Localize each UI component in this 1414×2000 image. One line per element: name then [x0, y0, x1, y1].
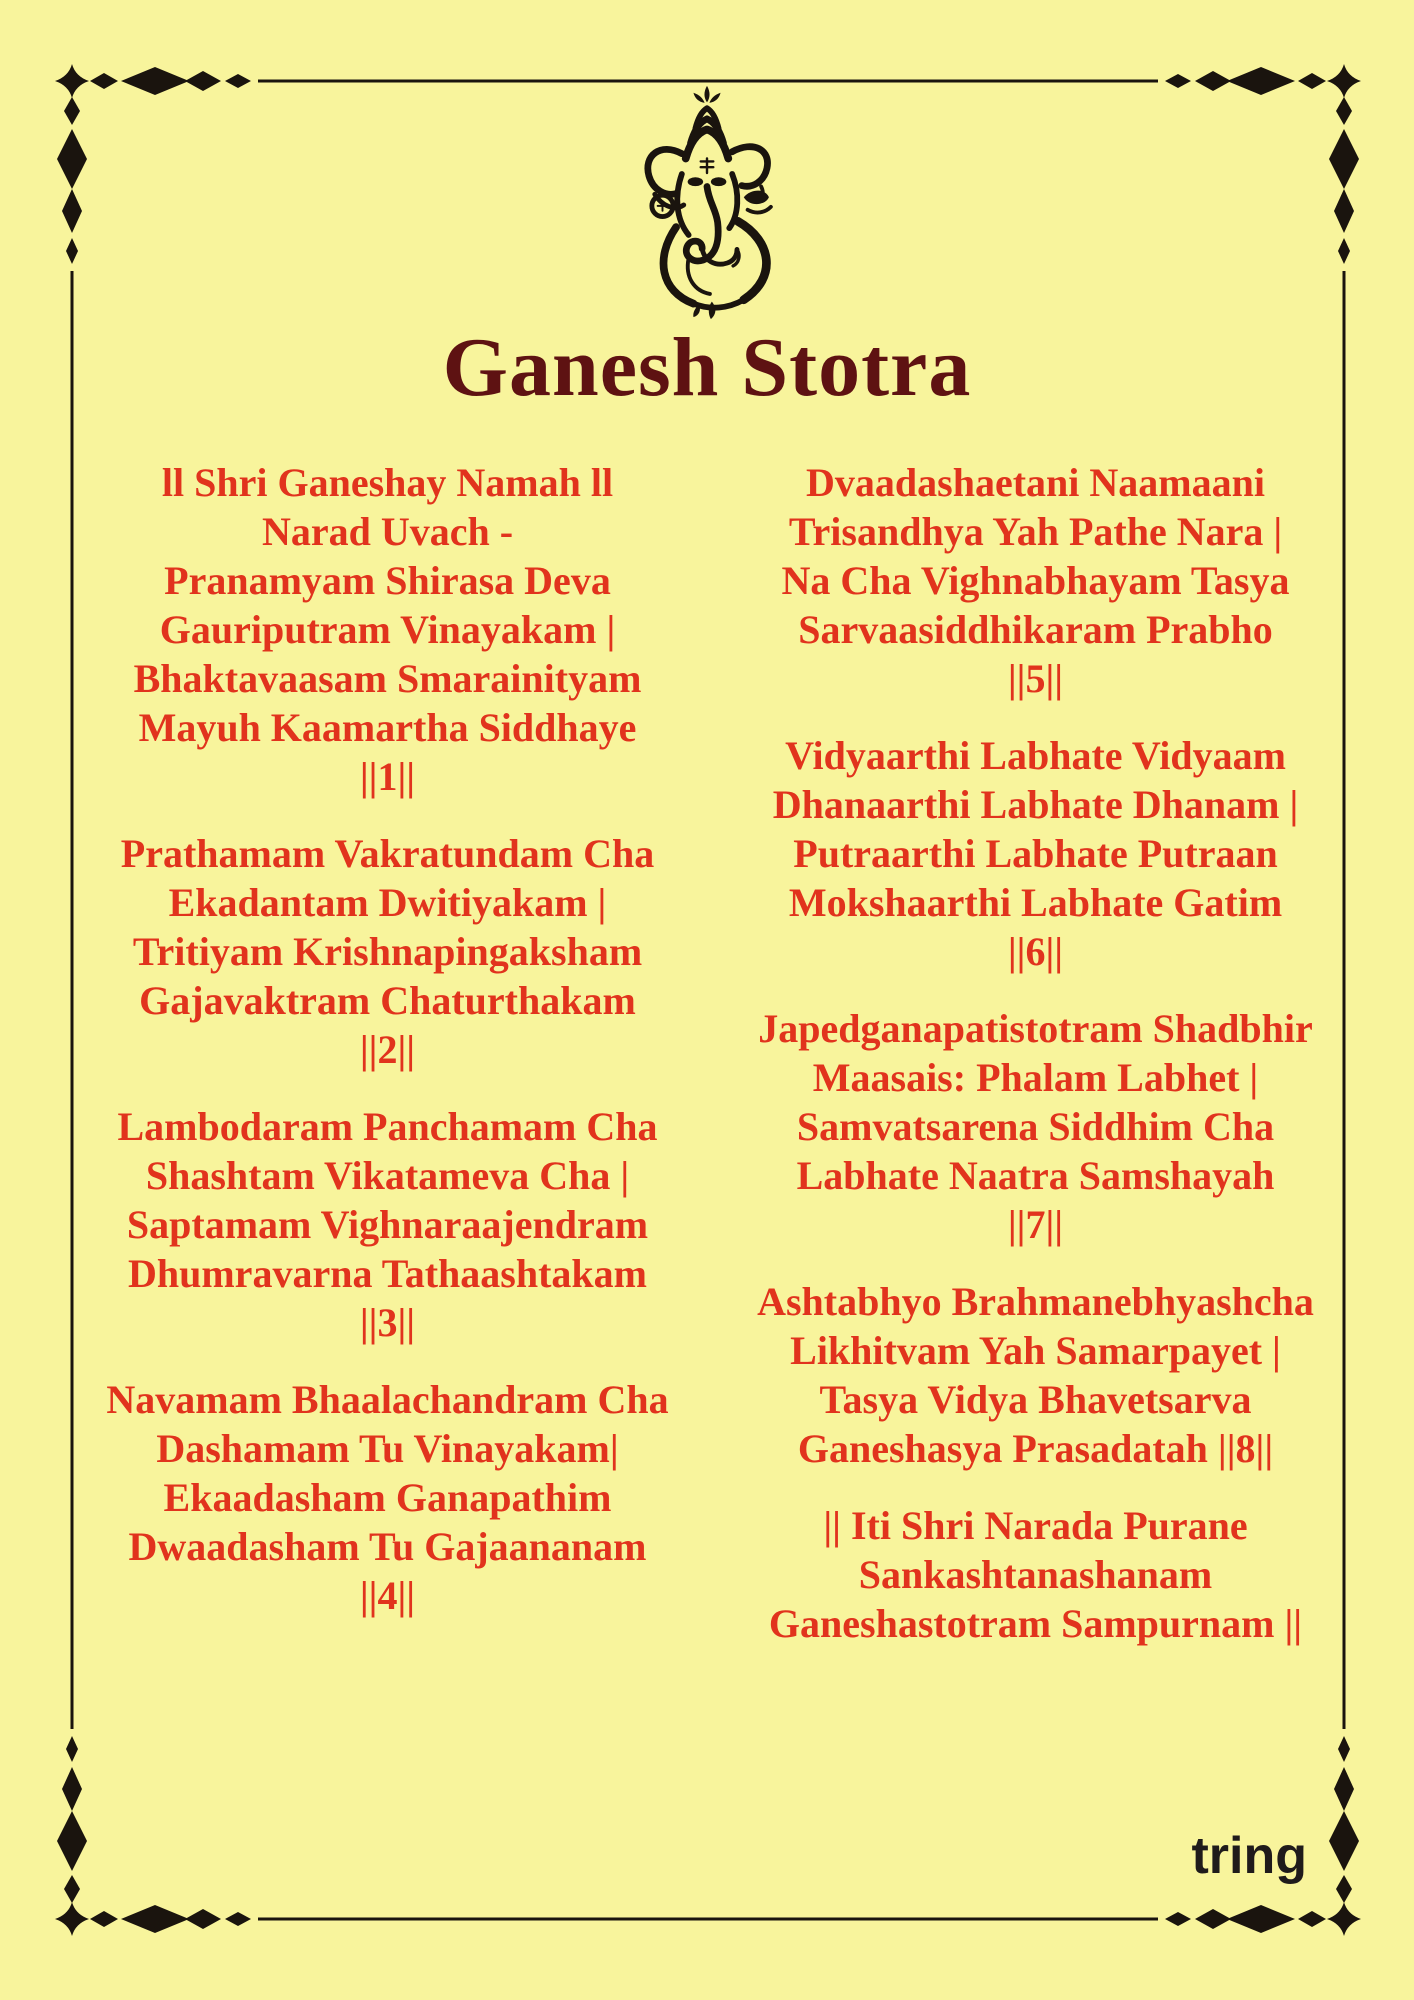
verse-number: ||1|| — [359, 754, 416, 799]
verse-6 — [748, 731, 1323, 976]
verse-number: ||3|| — [359, 1300, 416, 1345]
verse-line: Sankashtanashanam — [858, 1552, 1213, 1597]
verse-line: Tasya Vidya Bhavetsarva — [819, 1377, 1252, 1422]
tring-brand-logo: tring — [1191, 1827, 1307, 1885]
verse-line: Labhate Naatra Samshayah — [796, 1153, 1275, 1198]
verse-line: Pranamyam Shirasa Deva — [164, 558, 611, 603]
verse-8 — [748, 1277, 1323, 1473]
verse-number: ||2|| — [359, 1027, 416, 1072]
verse-number: ||6|| — [1007, 929, 1064, 974]
verse-column-left — [100, 458, 675, 1648]
verse-line: Dhanaarthi Labhate Dhanam | — [772, 782, 1299, 827]
verse-line: Maasais: Phalam Labhet | — [812, 1055, 1259, 1100]
verse-line: Vidyaarthi Labhate Vidyaam — [785, 733, 1286, 778]
verse-line: Ganeshastotram Sampurnam || — [768, 1601, 1303, 1646]
verse-line: Gajavaktram Chaturthakam — [139, 978, 636, 1023]
verse-closing — [748, 1501, 1323, 1648]
verse-line: Saptamam Vighnaraajendram — [126, 1202, 649, 1247]
verse-line: Tritiyam Krishnapingaksham — [132, 929, 643, 974]
verse-line: || Iti Shri Narada Purane — [823, 1503, 1248, 1548]
verse-line: Dvaadashaetani Naamaani — [806, 460, 1265, 505]
verse-line: Lambodaram Panchamam Cha — [117, 1104, 658, 1149]
verse-line: ll Shri Ganeshay Namah ll — [161, 460, 614, 505]
verse-line: Trisandhya Yah Pathe Nara | — [788, 509, 1283, 554]
verse-line: Sarvaasiddhikaram Prabho — [798, 607, 1273, 652]
verse-2 — [100, 829, 675, 1074]
verse-line: Ashtabhyo Brahmanebhyashcha — [757, 1279, 1314, 1324]
verse-line: Ganeshasya Prasadatah ||8|| — [797, 1426, 1274, 1471]
verse-line: Narad Uvach - — [261, 509, 514, 554]
verse-line: Samvatsarena Siddhim Cha — [796, 1104, 1275, 1149]
verse-number: ||4|| — [359, 1573, 416, 1618]
verse-line: Mokshaarthi Labhate Gatim — [788, 880, 1283, 925]
verse-number: ||5|| — [1007, 656, 1064, 701]
verse-line: Navamam Bhaalachandram Cha — [106, 1377, 669, 1422]
verse-line: Shashtam Vikatameva Cha | — [145, 1153, 630, 1198]
verse-column-right — [748, 458, 1323, 1676]
verse-line: Japedganapatistotram Shadbhir — [758, 1006, 1313, 1051]
ganesha-line-art-icon — [617, 84, 797, 322]
page-title: Ganesh Stotra — [442, 321, 972, 414]
verse-line: Likhitvam Yah Samarpayet | — [790, 1328, 1281, 1373]
verse-line: Dwaadasham Tu Gajaananam — [128, 1524, 647, 1569]
verse-line: Dhumravarna Tathaashtakam — [127, 1251, 647, 1296]
verse-line: Ekaadasham Ganapathim — [163, 1475, 612, 1520]
verse-4 — [100, 1375, 675, 1620]
verse-line: Mayuh Kaamartha Siddhaye — [138, 705, 637, 750]
verse-line: Prathamam Vakratundam Cha — [120, 831, 655, 876]
verse-line: Putraarthi Labhate Putraan — [793, 831, 1278, 876]
verse-line: Ekadantam Dwitiyakam | — [168, 880, 607, 925]
verse-number: ||7|| — [1007, 1202, 1064, 1247]
verse-1 — [100, 458, 675, 801]
verse-line: Gauriputram Vinayakam | — [159, 607, 616, 652]
verse-line: Dashamam Tu Vinayakam| — [156, 1426, 619, 1471]
verse-7 — [748, 1004, 1323, 1249]
verse-line: Bhaktavaasam Smarainityam — [133, 656, 642, 701]
verse-3 — [100, 1102, 675, 1347]
verse-5 — [748, 458, 1323, 703]
verse-line: Na Cha Vighnabhayam Tasya — [781, 558, 1290, 603]
